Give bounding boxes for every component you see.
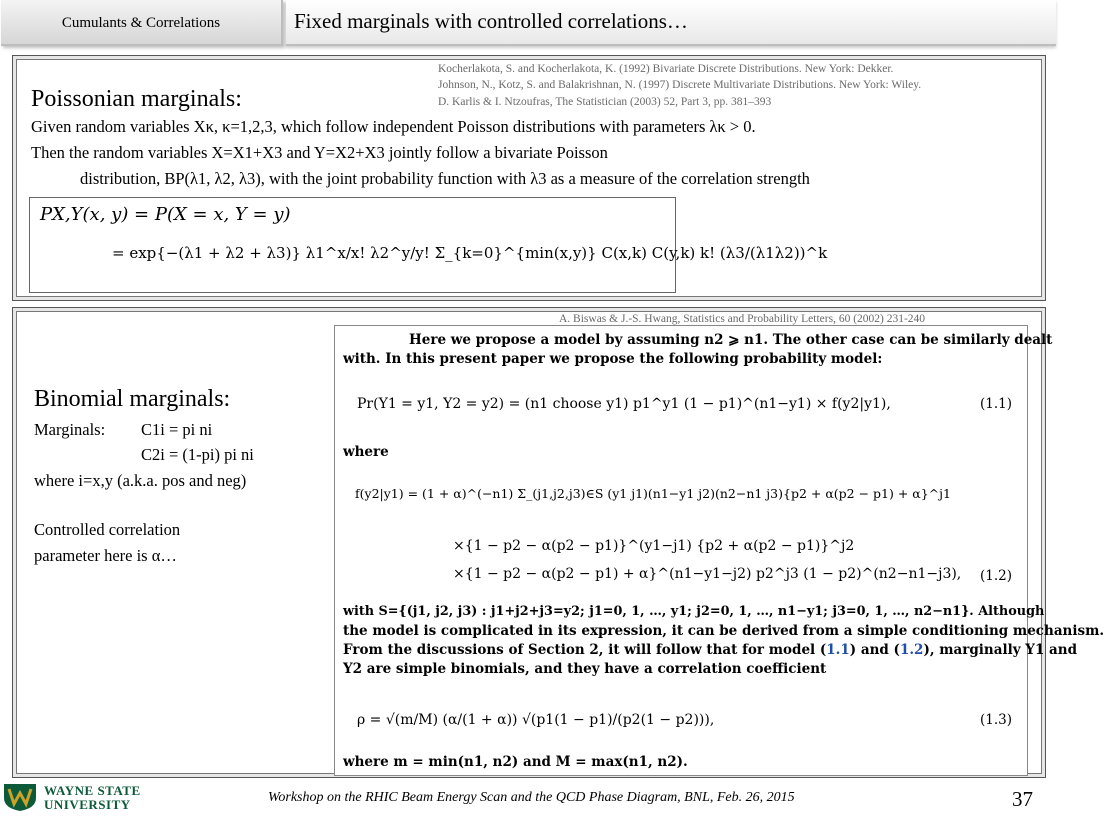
poisson-line-3-text: distribution, BP(λ1, λ2, λ3), with the joint probability function with λ3 as a measure of the correlation strength xyxy=(80,169,810,188)
reference-johnson: Johnson, N., Kotz, S. and Balakrishnan, N. (1997) Discrete Multivariate Distributions. New York: Wiley. xyxy=(438,79,922,91)
where-line: where i=x,y (a.k.a. pos and neg) xyxy=(34,471,247,490)
paper-where-1: where xyxy=(343,444,389,460)
paper-with-3: From the discussions of Section 2, it will follow that for model (1.1) and (1.2), marginally Y1 and xyxy=(343,642,1078,658)
page-number: 37 xyxy=(1012,787,1033,811)
binomial-heading: Binomial marginals: xyxy=(34,386,231,412)
paper-intro-1: Here we propose a model by assuming n2 ⩾ n1. The other case can be similarly dealt xyxy=(409,332,1053,348)
poisson-line-2 xyxy=(31,143,608,163)
paper-eq-2b: ×{1 − p2 − α(p2 − p1)}^(y1−j1) {p2 + α(p2 − p1)}^j2 xyxy=(453,538,855,554)
paper-with-4: Y2 are simple binomials, and they have a correlation coefficient xyxy=(343,661,827,677)
paper-final-line: where m = min(n1, n2) and M = max(n1, n2). xyxy=(343,754,688,770)
logo-line-2: UNIVERSITY xyxy=(44,797,131,812)
paper-with-1: with S={(j1, j2, j3) : j1+j2+j3=y2; j1=0, 1, …, y1; j2=0, 1, …, n1−y1; j3=0, 1, …, n2−n1}. Although xyxy=(343,604,1045,619)
paper-eq-1: Pr(Y1 = y1, Y2 = y2) = (n1 choose y1) p1^y1 (1 − p1)^(n1−y1) × f(y2|y1), xyxy=(357,396,891,412)
section-tab[interactable] xyxy=(1,0,283,46)
slide-title-bar xyxy=(286,0,1056,46)
wayne-state-logo xyxy=(2,782,142,814)
paper-eq-3-number: (1.3) xyxy=(980,712,1013,728)
paper-eq-3: ρ = √(m/M) (α/(1 + α)) √(p1(1 − p1)/(p2(1 − p2))), xyxy=(357,712,715,728)
paper-excerpt-image xyxy=(334,325,1104,776)
footer-workshop: Workshop on the RHIC Beam Energy Scan and the QCD Phase Diagram, BNL, Feb. 26, 2015 xyxy=(268,790,795,805)
wayne-state-shield-icon xyxy=(2,782,38,812)
reference-karlis: D. Karlis & I. Ntzoufras, The Statistician (2003) 52, Part 3, pp. 381–393 xyxy=(438,96,772,108)
marginals-label: Marginals: xyxy=(34,420,106,439)
marginal-1: C1i = pi ni xyxy=(141,420,213,439)
paper-eq-2a: f(y2|y1) = (1 + α)^(−n1) Σ_(j1,j2,j3)∈S (y1 j1)(n1−y1 j2)(n2−n1 j3){p2 + α(p2 − p1) + α}^j1 xyxy=(355,486,951,501)
controlled-line-1: Controlled correlation xyxy=(34,520,181,539)
reference-kocherlakota: Kocherlakota, S. and Kocherlakota, K. (1992) Bivariate Discrete Distributions. New York: Dekker. xyxy=(438,63,894,75)
controlled-line-2: parameter here is α… xyxy=(34,546,177,565)
paper-eq-1-number: (1.1) xyxy=(980,396,1013,412)
eq-link-1-2[interactable]: 1.2 xyxy=(899,642,924,658)
formula-line-1: PX,Y(x, y) = P(X = x, Y = y) xyxy=(40,204,291,225)
marginal-2: C2i = (1-pi) pi ni xyxy=(141,445,254,464)
formula-line-2: = exp{−(λ1 + λ2 + λ3)} λ1^x/x! λ2^y/y! Σ_{k=0}^{min(x,y)} C(x,k) C(y,k) k! (λ3/(λ1λ2))^k xyxy=(112,244,828,262)
poisson-heading: Poissonian marginals: xyxy=(31,86,242,112)
poisson-line-1 xyxy=(31,117,756,137)
logo-line-1: WAYNE STATE xyxy=(44,783,141,798)
paper-intro-2: with. In this present paper we propose the following probability model: xyxy=(343,351,883,367)
paper-with-2: the model is complicated in its expression, it can be derived from a simple conditioning mechanism. xyxy=(343,623,1104,639)
paper-eq-2-number: (1.2) xyxy=(980,568,1013,584)
poisson-line-3 xyxy=(80,169,810,189)
poisson-line-1-text: Given random variables Xκ, κ=1,2,3, which follow independent Poisson distributions with parameters λκ > 0. xyxy=(31,117,756,136)
paper-eq-2c: ×{1 − p2 − α(p2 − p1) + α}^(n1−y1−j2) p2^j3 (1 − p2)^(n2−n1−j3), xyxy=(453,566,962,582)
section-tab-label: Cumulants & Correlations xyxy=(61,15,221,31)
eq-link-1-1[interactable]: 1.1 xyxy=(826,642,850,658)
slide-title: Fixed marginals with controlled correlations… xyxy=(294,9,688,33)
poisson-formula-image xyxy=(29,197,828,293)
reference-biswas: A. Biswas & J.-S. Hwang, Statistics and Probability Letters, 60 (2002) 231-240 xyxy=(559,313,926,325)
poisson-line-2-text: Then the random variables X=X1+X3 and Y=X2+X3 jointly follow a bivariate Poisson xyxy=(31,143,608,162)
